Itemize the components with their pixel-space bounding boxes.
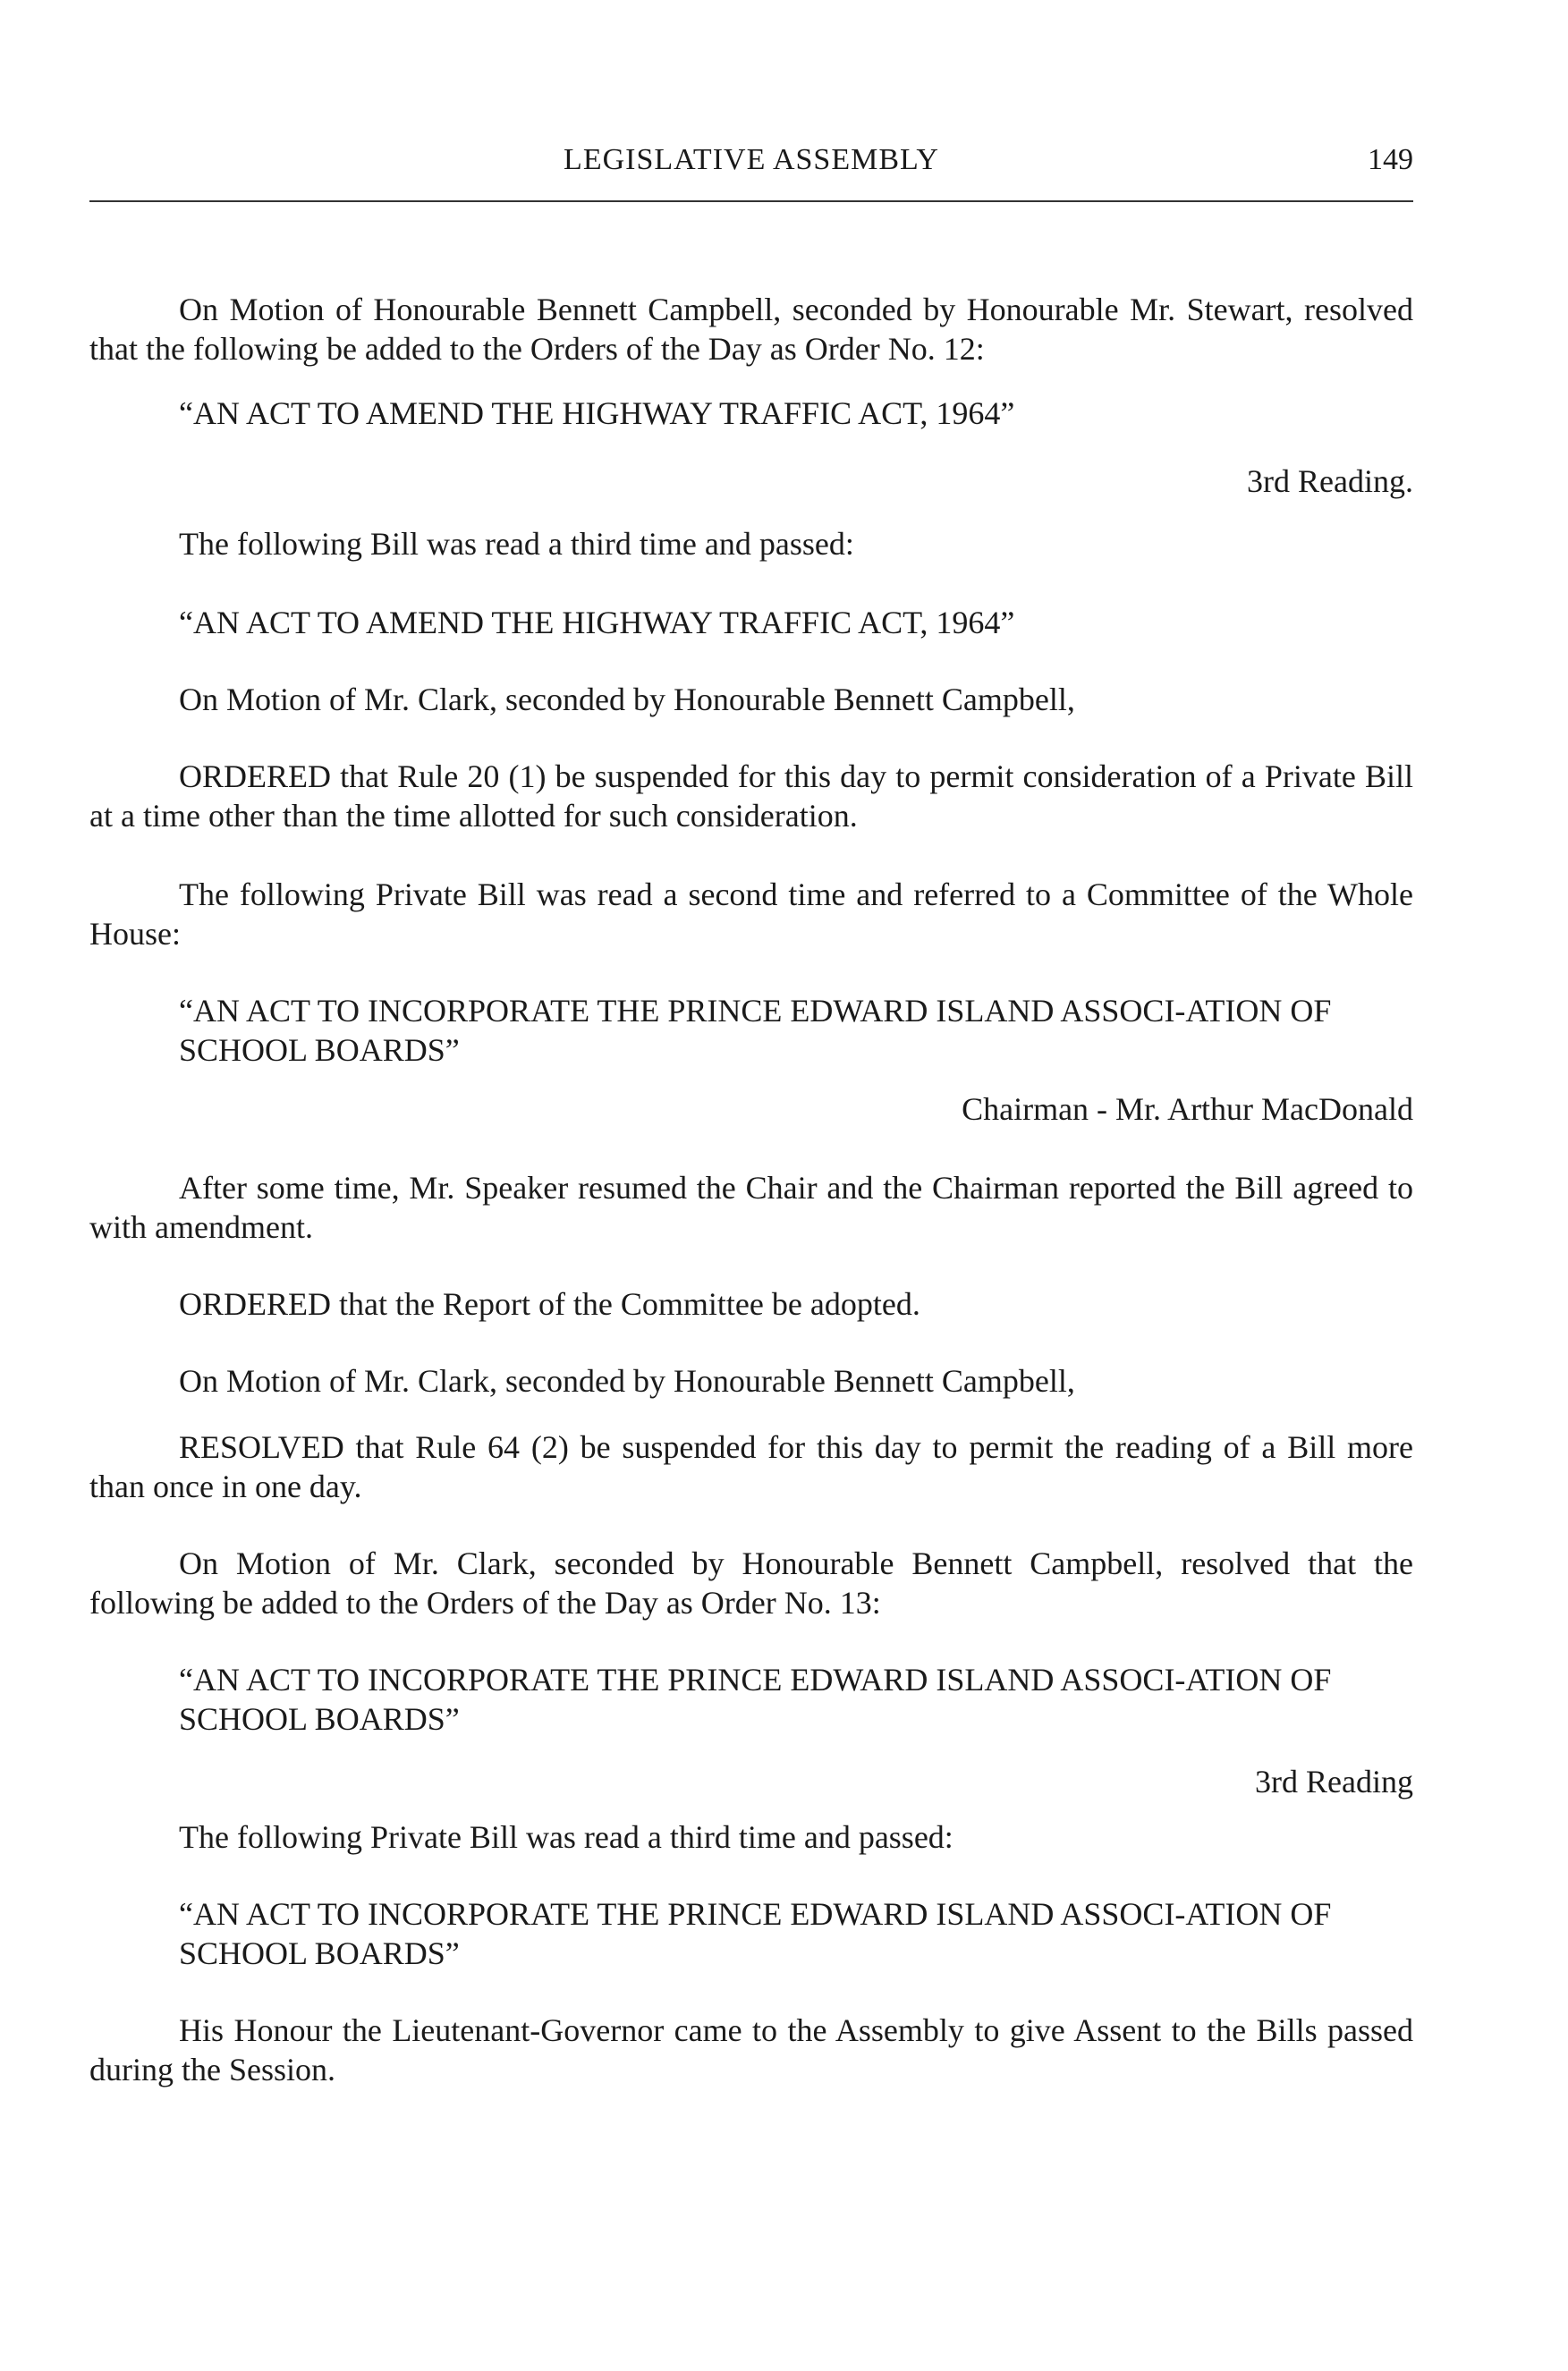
assent-paragraph: His Honour the Lieutenant-Governor came to the Assembly to give Assent to the Bills passed during the Session. xyxy=(89,2012,1413,2087)
bill-title: “AN ACT TO INCORPORATE THE PRINCE EDWARD ISLAND ASSOCI-ATION OF SCHOOL BOARDS” xyxy=(179,1662,1332,1737)
motion-paragraph: On Motion of Honourable Bennett Campbell, seconded by Honourable Mr. Stewart, resolved that the following be added to the Orders of the Day as Order No. 12: xyxy=(89,292,1413,367)
committee-chairman: Chairman - Mr. Arthur MacDonald xyxy=(962,1091,1413,1127)
ordered-paragraph: ORDERED that the Report of the Committee be adopted. xyxy=(179,1286,920,1322)
committee-report-paragraph: After some time, Mr. Speaker resumed the Chair and the Chairman reported the Bill agreed to with amendment. xyxy=(89,1170,1413,1245)
passed-paragraph: The following Bill was read a third time and passed: xyxy=(179,526,854,562)
second-reading-paragraph: The following Private Bill was read a second time and referred to a Committee of the Whole House: xyxy=(89,876,1413,952)
page-header xyxy=(89,143,1413,197)
ordered-paragraph: ORDERED that Rule 20 (1) be suspended for this day to permit consideration of a Private Bill at a time other than the time allotted for such consideration. xyxy=(89,758,1413,834)
passed-paragraph: The following Private Bill was read a third time and passed: xyxy=(179,1819,954,1855)
header-rule xyxy=(89,200,1413,202)
document-body xyxy=(89,286,1413,2089)
bill-title: “AN ACT TO INCORPORATE THE PRINCE EDWARD ISLAND ASSOCI-ATION OF SCHOOL BOARDS” xyxy=(179,1896,1332,1971)
reading-label: 3rd Reading xyxy=(1255,1764,1413,1799)
bill-title: “AN ACT TO AMEND THE HIGHWAY TRAFFIC ACT, 1964” xyxy=(179,605,1015,640)
resolved-paragraph: RESOLVED that Rule 64 (2) be suspended for this day to permit the reading of a Bill more than once in one day. xyxy=(89,1429,1413,1504)
bill-title: “AN ACT TO INCORPORATE THE PRINCE EDWARD ISLAND ASSOCI-ATION OF SCHOOL BOARDS” xyxy=(179,993,1332,1068)
running-head: LEGISLATIVE ASSEMBLY xyxy=(564,143,939,176)
page-number: 149 xyxy=(1368,143,1413,176)
motion-paragraph: On Motion of Mr. Clark, seconded by Honourable Bennett Campbell, xyxy=(179,1363,1075,1399)
bill-title: “AN ACT TO AMEND THE HIGHWAY TRAFFIC ACT, 1964” xyxy=(179,395,1015,431)
motion-paragraph: On Motion of Mr. Clark, seconded by Honourable Bennett Campbell, xyxy=(179,682,1075,717)
reading-label: 3rd Reading. xyxy=(1247,463,1413,499)
motion-paragraph: On Motion of Mr. Clark, seconded by Honourable Bennett Campbell, resolved that the following be added to the Orders of the Day as Order No. 13: xyxy=(89,1545,1413,1621)
